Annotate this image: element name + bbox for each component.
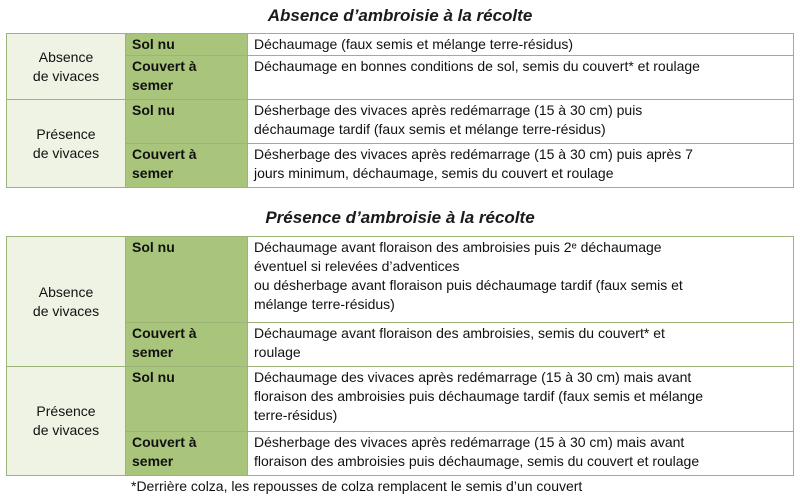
description-line: déchaumage tardif (faux semis et mélange terre-résidus) [254,121,606,137]
kind-label-line: semer [132,344,174,360]
group-label-line: de vivaces [32,422,100,438]
kind-couvert-a-semer [126,56,248,100]
group-presence-vivaces [7,367,126,476]
table-absence-ambroisie [6,33,794,188]
group-label-line: de vivaces [32,144,100,161]
group-absence-vivaces [7,237,126,367]
description-line: Désherbage des vivaces après redémarrage (15 à 30 cm) mais avant [254,434,685,450]
group-label-line: Présence [36,125,96,142]
description-cell [248,323,794,367]
description-line: Déchaumage en bonnes conditions de sol, semis du couvert* et roulage [254,58,700,74]
description-line: Déchaumage avant floraison des ambroisies puis 2ᵉ déchaumage [254,239,662,255]
table-row [7,432,794,476]
table2-title: Présence d’ambroisie à la récolte [265,208,535,227]
kind-label-line: semer [132,77,174,93]
kind-label-line: Sol nu [132,239,175,255]
description-line: floraison des ambroisies puis déchaumage, semis du couvert et roulage [254,453,700,469]
description-line: jours minimum, déchaumage, semis du couvert et roulage [254,165,614,181]
description-line: floraison des ambroisies puis déchaumage tardif (faux semis et mélange [254,388,704,404]
table-row [7,237,794,323]
table-presence-ambroisie [6,236,794,476]
kind-label-line: Couvert à [132,325,197,341]
kind-sol-nu [126,367,248,432]
description-line: Déchaumage avant floraison des ambroisies, semis du couvert* et [254,325,665,341]
kind-label-line: Couvert à [132,58,197,74]
table1-title: Absence d’ambroisie à la récolte [267,6,533,25]
kind-sol-nu [126,34,248,56]
group-label-line: de vivaces [32,302,100,319]
kind-label-line: Sol nu [132,102,175,118]
table-row [7,56,794,100]
description-cell [248,432,794,476]
kind-label-line: Sol nu [132,36,175,52]
group-label-line: Présence [36,403,96,419]
group-label-line: de vivaces [32,67,100,84]
description-line: Déchaumage (faux semis et mélange terre-résidus) [254,36,574,52]
description-line: éventuel si relevées d’adventices [254,258,460,274]
description-cell [248,144,794,188]
group-absence-vivaces [7,34,126,100]
description-cell [248,237,794,323]
kind-label-line: semer [132,165,174,181]
kind-label-line: Couvert à [132,146,197,162]
kind-label-line: Couvert à [132,434,197,450]
group-label-line: Absence [38,283,94,300]
description-line: ou désherbage avant floraison puis déchaumage tardif (faux semis et [254,277,683,293]
kind-sol-nu [126,237,248,323]
description-line: mélange terre-résidus) [254,296,395,312]
table-row [7,144,794,188]
footnote: *Derrière colza, les repousses de colza remplacent le semis d’un couvert [131,478,583,494]
table-row [7,34,794,56]
kind-couvert-a-semer [126,323,248,367]
description-line: Désherbage des vivaces après redémarrage (15 à 30 cm) puis après 7 [254,146,693,162]
description-cell [248,100,794,144]
description-cell [248,56,794,100]
description-cell [248,34,794,56]
kind-sol-nu [126,100,248,144]
group-presence-vivaces [7,100,126,188]
description-line: Déchaumage des vivaces après redémarrage (15 à 30 cm) mais avant [254,369,692,385]
table-row [7,323,794,367]
group-label-line: Absence [38,48,94,65]
description-line: Désherbage des vivaces après redémarrage (15 à 30 cm) puis [254,102,643,118]
table-row [7,367,794,432]
description-line: terre-résidus) [254,407,338,423]
description-cell [248,367,794,432]
kind-couvert-a-semer [126,144,248,188]
kind-couvert-a-semer [126,432,248,476]
table-row [7,100,794,144]
kind-label-line: semer [132,453,174,469]
kind-label-line: Sol nu [132,369,175,385]
description-line: roulage [254,344,301,360]
